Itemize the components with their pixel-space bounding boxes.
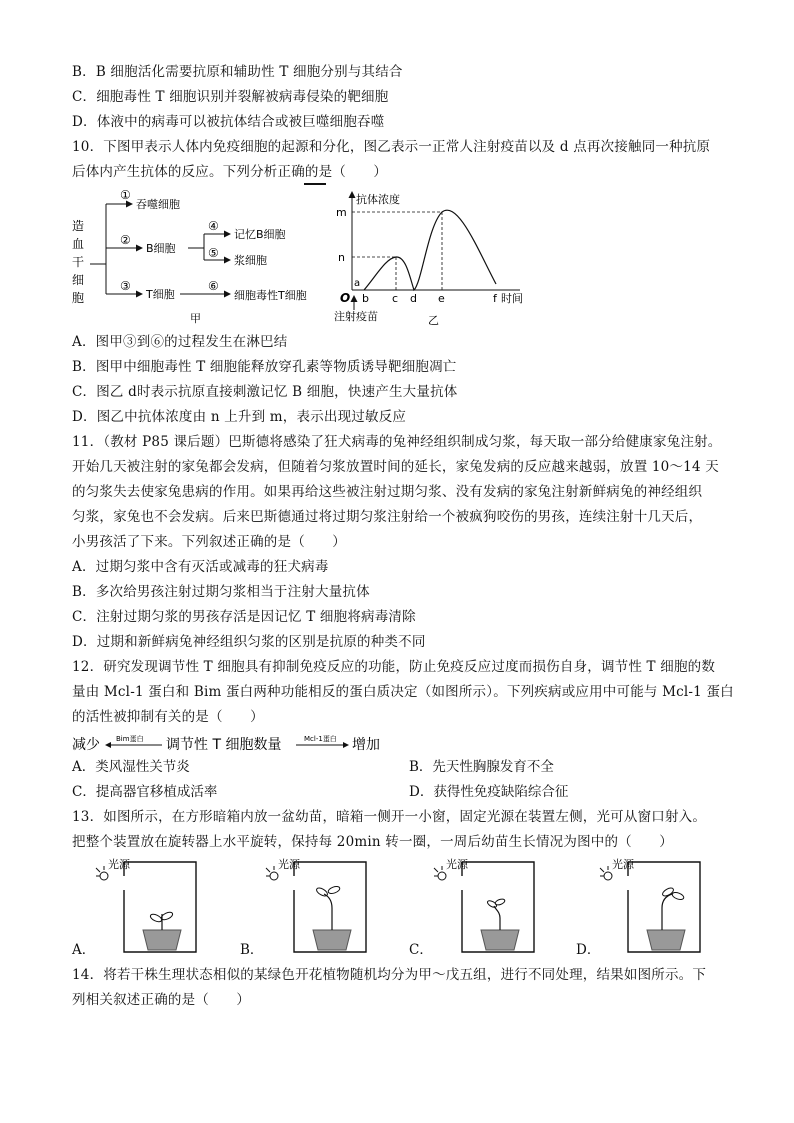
label-duxing: 细胞毒性T细胞 — [234, 289, 307, 302]
q11-stem-line5: 小男孩活了下来。下列叙述正确的是（ ） — [72, 534, 346, 550]
q13-option-d: D． — [576, 942, 601, 958]
q12-option-d: D．获得性免疫缺陷综合征 — [409, 784, 569, 800]
q11-stem-line3: 的匀浆失去使家兔患病的作用。如果再给这些被注射过期匀浆、没有发病的家兔注射新鲜病兔的神经组织 — [72, 484, 703, 500]
seedling-figure-c — [430, 856, 538, 958]
caption-yi: 乙 — [428, 314, 439, 326]
seedling-figure-a — [92, 856, 200, 958]
origin-char-2: 血 — [72, 237, 85, 251]
q12-figure — [72, 730, 402, 756]
q12-option-b: B．先天性胸腺发育不全 — [409, 759, 554, 775]
diagram-jia — [70, 186, 330, 326]
fig-decrease: 减少 — [72, 737, 100, 753]
y-axis-label: 抗体浓度 — [356, 193, 400, 206]
fig-bim-label: Bim蛋白 — [116, 735, 144, 743]
q11-option-a: A．过期匀浆中含有灭活或减毒的狂犬病毒 — [72, 559, 329, 575]
q12-stem-line2: 量由 Mcl-1 蛋白和 Bim 蛋白两种功能相反的蛋白质决定（如图所示）。下列疾病或应用中可能与 Mcl-1 蛋白 — [72, 684, 734, 700]
y-tick-m: m — [336, 206, 347, 219]
x-tick-b: b — [362, 292, 369, 305]
q10-stem-line1: 10．下图甲表示人体内免疫细胞的起源和分化，图乙表示一正常人注射疫苗以及 d 点再次接触同一种抗原 — [72, 139, 711, 155]
annotation-zhushe: 注射疫苗 — [334, 310, 378, 323]
q13-option-c: C． — [409, 942, 433, 958]
antibody-curve — [364, 210, 496, 290]
step-4: ④ — [208, 219, 219, 233]
q9-option-c: C．细胞毒性 T 细胞识别并裂解被病毒侵染的靶细胞 — [72, 89, 389, 105]
q11-option-b: B．多次给男孩注射过期匀浆相当于注射大量抗体 — [72, 584, 370, 600]
x-tick-f: f — [493, 292, 497, 305]
x-axis-label: 时间 — [501, 292, 523, 305]
q13-stem-line2: 把整个装置放在旋转器上水平旋转，保持每 20min 转一圈，一周后幼苗生长情况为图中的（ ） — [72, 834, 673, 850]
label-jiang: 浆细胞 — [234, 254, 267, 267]
q10-option-b: B．图甲中细胞毒性 T 细胞能释放穿孔素等物质诱导靶细胞凋亡 — [72, 359, 457, 375]
x-tick-c: c — [392, 292, 399, 305]
label-jiyi: 记忆B细胞 — [234, 228, 286, 241]
q10-stem-line2: 后体内产生抗体的反应。下列分析正确的是（ ） — [72, 164, 388, 180]
underline-mark — [304, 183, 326, 185]
light-label: 光源 — [446, 858, 468, 871]
q14-stem-line1: 14．将若干株生理状态相似的某绿色开花植物随机均分为甲～戊五组，进行不同处理，结果如图所示。下 — [72, 967, 707, 983]
fig-treg-count: 调节性 T 细胞数量 — [166, 737, 282, 753]
q11-stem-line4: 匀浆，家兔也不会发病。后来巴斯德通过将过期匀浆注射给一个被疯狗咬伤的男孩，连续注射十几天后， — [72, 509, 703, 525]
q13-option-a: A． — [72, 942, 96, 958]
caption-jia: 甲 — [190, 312, 201, 325]
light-label: 光源 — [612, 858, 634, 871]
seedling-figure-d — [596, 856, 704, 958]
step-1: ① — [120, 188, 131, 202]
y-tick-a: a — [354, 278, 361, 289]
q11-stem-line2: 开始几天被注射的家兔都会发病，但随着匀浆放置时间的延长，家兔发病的反应越来越弱，放置 10～14 天 — [72, 459, 719, 475]
light-label: 光源 — [278, 858, 300, 871]
q12-stem-line3: 的活性被抑制有关的是（ ） — [72, 709, 264, 725]
origin-char-1: 造 — [72, 219, 85, 233]
x-tick-d: d — [410, 292, 417, 305]
label-tcell: T细胞 — [146, 288, 175, 301]
q10-option-a: A．图甲③到⑥的过程发生在淋巴结 — [72, 334, 288, 350]
light-bulb-icon — [438, 872, 446, 880]
step-2: ② — [120, 233, 131, 247]
step-6: ⑥ — [208, 279, 219, 293]
label-tunshi: 吞噬细胞 — [136, 198, 180, 211]
chart-yi — [330, 186, 530, 326]
step-3: ③ — [120, 279, 131, 293]
fig-increase: 增加 — [352, 737, 380, 753]
seedling-figure-b — [262, 856, 370, 958]
q11-option-c: C．注射过期匀浆的男孩存活是因记忆 T 细胞将病毒清除 — [72, 609, 416, 625]
light-bulb-icon — [604, 872, 612, 880]
light-label: 光源 — [108, 858, 130, 871]
origin-char-4: 细 — [72, 273, 85, 287]
q11-stem-line1: 11．（教材 P85 课后题）巴斯德将感染了狂犬病毒的兔神经组织制成匀浆，每天取一部分给健康家兔注射。 — [72, 434, 722, 450]
step-5: ⑤ — [208, 246, 219, 260]
q9-option-b: B．B 细胞活化需要抗原和辅助性 T 细胞分别与其结合 — [72, 64, 403, 80]
origin-char-3: 干 — [72, 255, 85, 269]
x-tick-e: e — [438, 292, 445, 305]
q11-option-d: D．过期和新鲜病兔神经组织匀浆的区别是抗原的种类不同 — [72, 634, 426, 650]
q12-option-a: A．类风湿性关节炎 — [72, 759, 190, 775]
light-bulb-icon — [270, 872, 278, 880]
y-tick-n: n — [338, 251, 345, 264]
q13-option-b: B． — [240, 942, 264, 958]
q13-stem-line1: 13．如图所示，在方形暗箱内放一盆幼苗，暗箱一侧开一小窗，固定光源在装置左侧，光可从窗口射入。 — [72, 809, 707, 825]
q12-option-c: C．提高器官移植成活率 — [72, 784, 218, 800]
q12-stem-line1: 12．研究发现调节性 T 细胞具有抑制免疫反应的功能，防止免疫反应过度而损伤自身，调节性 T 细胞的数 — [72, 659, 716, 675]
q10-option-c: C．图乙 d时表示抗原直接刺激记忆 B 细胞，快速产生大量抗体 — [72, 384, 458, 400]
q9-option-d: D．体液中的病毒可以被抗体结合或被巨噬细胞吞噬 — [72, 114, 385, 130]
q10-option-d: D．图乙中抗体浓度由 n 上升到 m，表示出现过敏反应 — [72, 409, 407, 425]
fig-mcl-label: Mcl-1蛋白 — [304, 735, 337, 743]
label-bcell: B细胞 — [146, 242, 176, 255]
origin-o: O — [340, 291, 351, 305]
q14-stem-line2: 列相关叙述正确的是（ ） — [72, 992, 251, 1008]
light-bulb-icon — [100, 872, 108, 880]
origin-char-5: 胞 — [72, 291, 85, 305]
